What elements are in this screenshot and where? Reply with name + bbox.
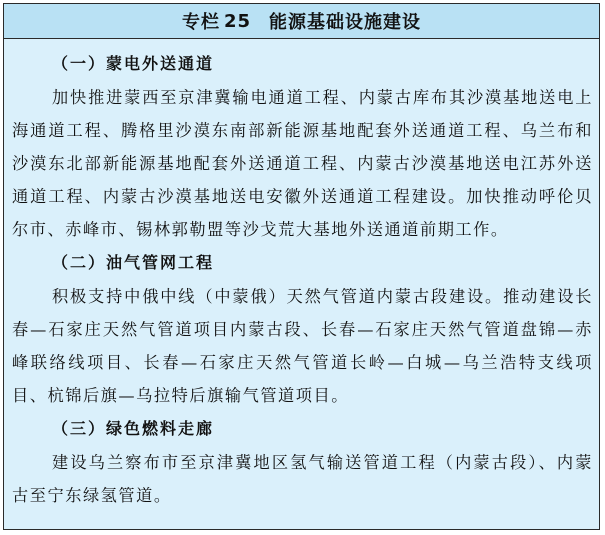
section-title-green-fuel-corridor: （三）绿色燃料走廊 xyxy=(52,419,215,438)
section-title-oil-gas-pipeline: （二）油气管网工程 xyxy=(52,253,215,272)
header-title: 能源基础设施建设 xyxy=(269,12,422,33)
header-label: 专栏 xyxy=(181,12,220,33)
section-title-power-transmission: （一）蒙电外送通道 xyxy=(52,54,215,73)
header-number: 25 xyxy=(223,10,252,32)
section-body-power-transmission: 加快推进蒙西至京津冀输电通道工程、内蒙古库布其沙漠基地送电上海通道工程、腾格里沙漠东南部新能源基地配套外送通道工程、乌兰布和沙漠东北部新能源基地配套外送通道工程、内蒙古沙漠基地送电江苏外送通道工程、内蒙古沙漠基地送电安徽外送通道工程建设。加快推动呼伦贝尔市、赤峰市、锡林郭勒盟等沙戈荒大基地外送通道前期工作。 xyxy=(12,88,593,239)
box-header xyxy=(4,4,599,39)
section-body-oil-gas-pipeline: 积极支持中俄中线（中蒙俄）天然气管道内蒙古段建设。推动建设长春—石家庄天然气管道项目内蒙古段、长春—石家庄天然气管道盘锦—赤峰联络线项目、长春—石家庄天然气管道长岭—白城—乌兰浩特支线项目、杭锦后旗—乌拉特后旗输气管道项目。 xyxy=(12,287,593,405)
feature-box xyxy=(3,3,600,530)
section-body-green-fuel-corridor: 建设乌兰察布市至京津冀地区氢气输送管道工程（内蒙古段）、内蒙古至宁东绿氢管道。 xyxy=(12,453,593,505)
box-content xyxy=(4,39,599,512)
